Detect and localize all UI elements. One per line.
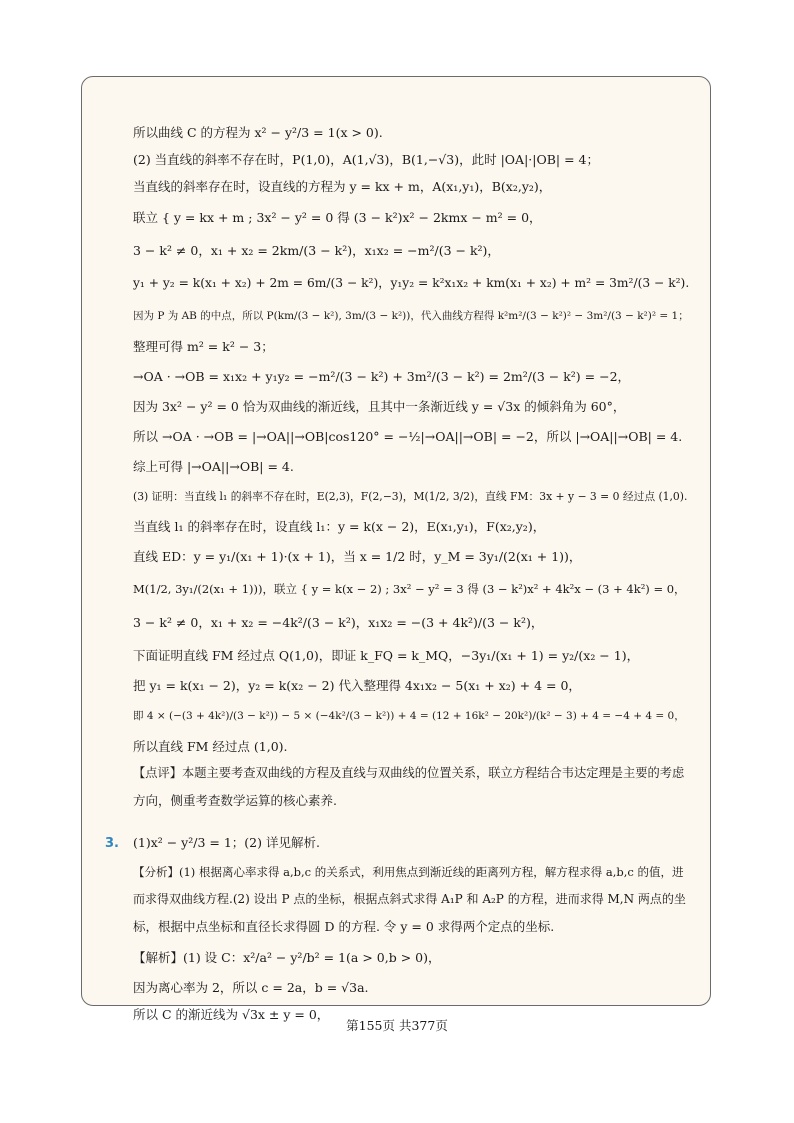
- analysis-line: 标，根据中点坐标和直径长求得圆 D 的方程. 令 y = 0 求得两个定点的坐标.: [133, 919, 555, 935]
- solution-line: 因为离心率为 2，所以 c = 2a，b = √3a.: [133, 979, 369, 995]
- text-line: 即 4 × (−(3 + 4k²)/(3 − k²)) − 5 × (−4k²/(3 − k²)) + 4 = (12 + 16k² − 20k²)/(k² − 3) + 4 = −4 + 4 = 0，: [133, 709, 685, 722]
- text-line: 直线 ED：y = y₁/(x₁ + 1)·(x + 1)，当 x = 1/2 时，y_M = 3y₁/(2(x₁ + 1))，: [133, 549, 582, 565]
- text-line: (2) 当直线的斜率不存在时，P(1,0)，A(1,√3)，B(1,−√3)，此时 |OA|·|OB| = 4；: [133, 152, 599, 168]
- content-panel: [81, 76, 711, 1022]
- solution-line: 【解析】(1) 设 C：x²/a² − y²/b² = 1(a > 0,b > 0)，: [133, 949, 441, 965]
- comment-line: 【点评】本题主要考查双曲线的方程及直线与双曲线的位置关系，联立方程结合韦达定理是主要的考虑: [133, 765, 685, 780]
- text-line: 因为 3x² − y² = 0 恰为双曲线的渐近线，且其中一条渐近线 y = √3x 的倾斜角为 60°，: [133, 398, 626, 414]
- text-line: 当直线的斜率存在时，设直线的方程为 y = kx + m，A(x₁,y₁)，B(x₂,y₂)，: [133, 179, 552, 195]
- text-line: 联立 { y = kx + m ; 3x² − y² = 0 得 (3 − k²)x² − 2kmx − m² = 0，: [133, 209, 542, 225]
- question-header: [105, 826, 693, 859]
- page-footer: 第155页 共377页: [346, 1018, 448, 1033]
- text-line: 整理可得 m² = k² − 3；: [133, 338, 274, 354]
- text-line: 因为 P 为 AB 的中点，所以 P(km/(3 − k²), 3m/(3 − k²))，代入曲线方程得 k²m²/(3 − k²)² − 3m²/(3 − k²)² = 1；: [133, 309, 689, 322]
- solution-text: [105, 119, 693, 1028]
- text-line: 所以直线 FM 经过点 (1,0).: [133, 738, 288, 754]
- text-line: 3 − k² ≠ 0，x₁ + x₂ = −4k²/(3 − k²)，x₁x₂ = −(3 + 4k²)/(3 − k²)，: [133, 615, 544, 631]
- text-line: 所以曲线 C 的方程为 x² − y²/3 = 1(x > 0).: [133, 125, 383, 140]
- solution-line: 所以 C 的渐近线为 √3x ± y = 0，: [133, 1006, 330, 1022]
- text-line: 当直线 l₁ 的斜率存在时，设直线 l₁：y = k(x − 2)，E(x₁,y₁)，F(x₂,y₂)，: [133, 519, 546, 535]
- text-line: y₁ + y₂ = k(x₁ + x₂) + 2m = 6m/(3 − k²)，y₁y₂ = k²x₁x₂ + km(x₁ + x₂) + m² = 3m²/(3 − k²).: [133, 275, 690, 290]
- text-line: M(1/2, 3y₁/(2(x₁ + 1)))，联立 { y = k(x − 2) ; 3x² − y² = 3 得 (3 − k²)x² + 4k²x − (3 + 4k²) = 0，: [133, 582, 686, 597]
- text-line: 所以 →OA · →OB = |→OA||→OB|cos120° = −½|→OA||→OB| = −2，所以 |→OA||→OB| = 4.: [133, 428, 683, 444]
- comment-line: 方向，侧重考查数学运算的核心素养.: [133, 792, 337, 808]
- question-number: 3.: [105, 836, 119, 852]
- analysis-line: 【分析】(1) 根据离心率求得 a,b,c 的关系式，利用焦点到渐近线的距离列方程，解方程求得 a,b,c 的值，进: [133, 865, 684, 880]
- analysis-line: 而求得双曲线方程.(2) 设出 P 点的坐标，根据点斜式求得 A₁P 和 A₂P 的方程，进而求得 M,N 两点的坐: [133, 892, 686, 907]
- answer-summary: (1)x² − y²/3 = 1；(2) 详见解析.: [133, 835, 320, 851]
- text-line: (3) 证明：当直线 l₁ 的斜率不存在时，E(2,3)，F(2,−3)，M(1/2, 3/2)，直线 FM：3x + y − 3 = 0 经过点 (1,0).: [133, 490, 688, 504]
- text-line: 下面证明直线 FM 经过点 Q(1,0)，即证 k_FQ = k_MQ，−3y₁/(x₁ + 1) = y₂/(x₂ − 1)，: [133, 648, 640, 664]
- text-line: 3 − k² ≠ 0，x₁ + x₂ = 2km/(3 − k²)，x₁x₂ = −m²/(3 − k²)，: [133, 242, 500, 258]
- text-line: 把 y₁ = k(x₁ − 2)，y₂ = k(x₂ − 2) 代入整理得 4x₁x₂ − 5(x₁ + x₂) + 4 = 0，: [133, 678, 581, 694]
- text-line: →OA · →OB = x₁x₂ + y₁y₂ = −m²/(3 − k²) + 3m²/(3 − k²) = 2m²/(3 − k²) = −2，: [133, 368, 631, 384]
- text-line: 综上可得 |→OA||→OB| = 4.: [133, 458, 294, 474]
